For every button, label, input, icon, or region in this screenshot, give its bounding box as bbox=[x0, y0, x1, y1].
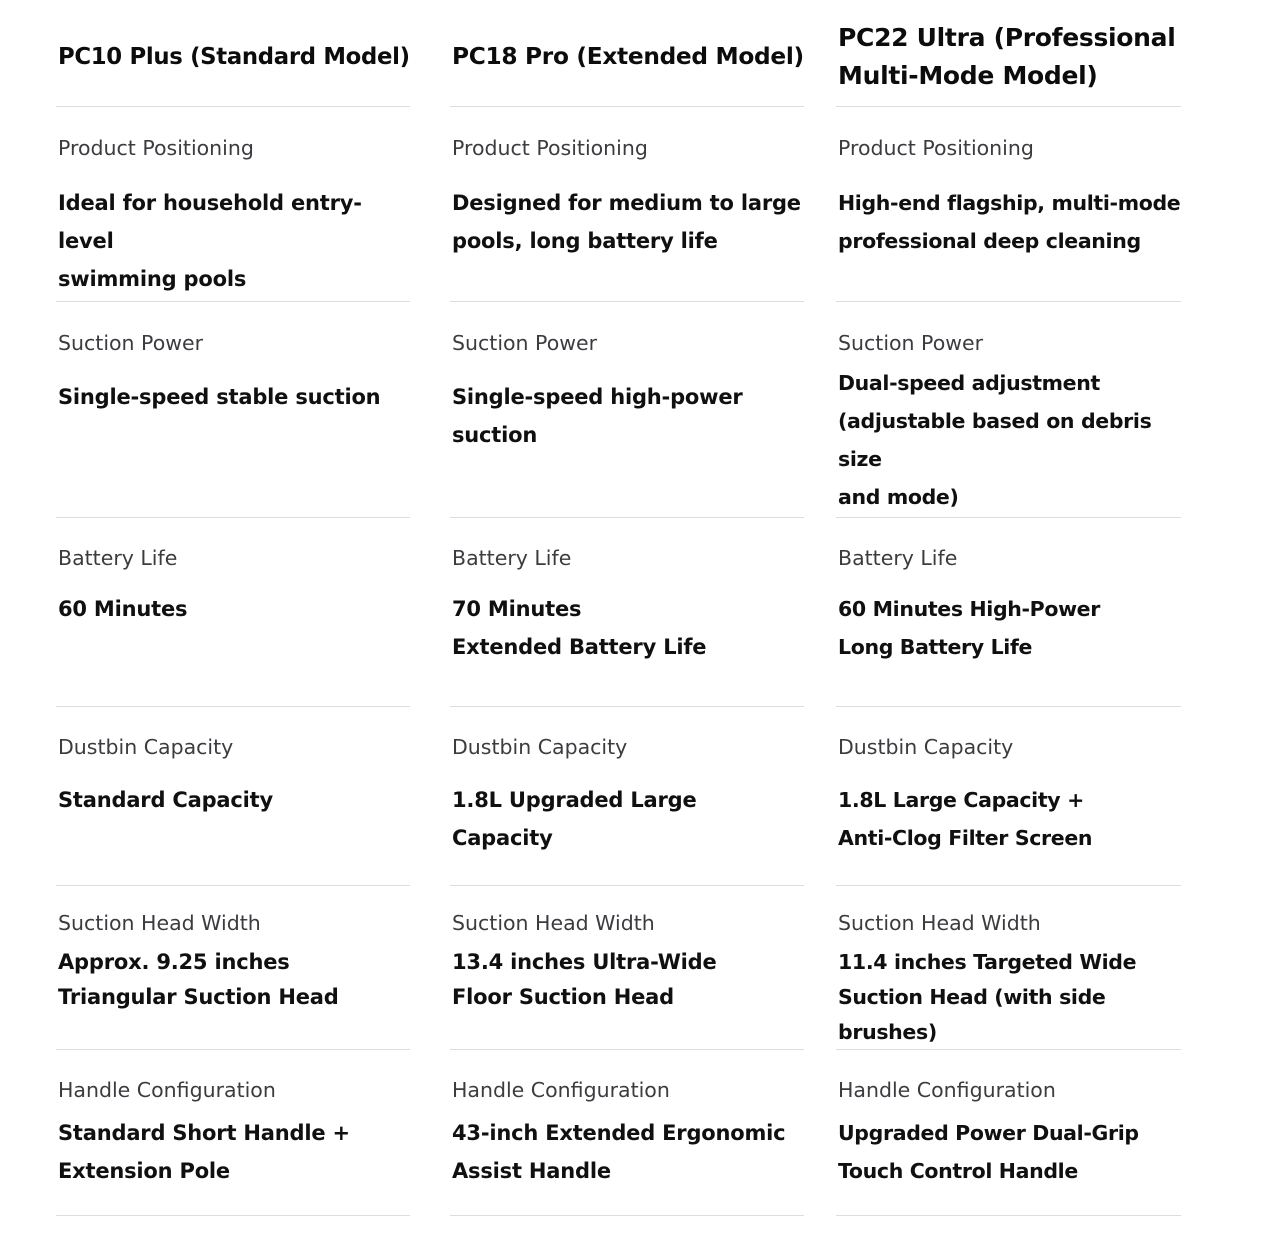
spec-value-handle-configuration: 43-inch Extended Ergonomic Assist Handle bbox=[452, 1121, 786, 1183]
divider bbox=[56, 885, 410, 886]
spec-label-suction-head-width: Suction Head Width bbox=[452, 911, 655, 935]
spec-value-battery-life: 60 Minutes High-Power Long Battery Life bbox=[838, 597, 1100, 659]
spec-value-suction-power: Single-speed high-power suction bbox=[452, 385, 743, 447]
divider bbox=[836, 885, 1181, 886]
spec-label-battery-life: Battery Life bbox=[58, 546, 178, 570]
divider bbox=[836, 517, 1181, 518]
divider bbox=[450, 517, 804, 518]
divider bbox=[450, 885, 804, 886]
model-title: PC10 Plus (Standard Model) bbox=[58, 44, 410, 70]
spec-value-handle-configuration: Upgraded Power Dual-Grip Touch Control Handle bbox=[838, 1121, 1139, 1183]
divider bbox=[56, 706, 410, 707]
spec-label-product-positioning: Product Positioning bbox=[452, 136, 648, 160]
spec-label-battery-life: Battery Life bbox=[452, 546, 572, 570]
spec-label-handle-configuration: Handle Configuration bbox=[452, 1078, 670, 1102]
divider bbox=[836, 1049, 1181, 1050]
spec-label-suction-head-width: Suction Head Width bbox=[838, 911, 1041, 935]
spec-label-dustbin-capacity: Dustbin Capacity bbox=[452, 735, 628, 759]
spec-label-product-positioning: Product Positioning bbox=[838, 136, 1034, 160]
spec-label-suction-power: Suction Power bbox=[452, 331, 598, 355]
spec-label-handle-configuration: Handle Configuration bbox=[58, 1078, 276, 1102]
divider bbox=[836, 301, 1181, 302]
divider bbox=[836, 1215, 1181, 1216]
spec-label-dustbin-capacity: Dustbin Capacity bbox=[838, 735, 1014, 759]
divider bbox=[56, 1215, 410, 1216]
spec-label-product-positioning: Product Positioning bbox=[58, 136, 254, 160]
divider bbox=[450, 1215, 804, 1216]
divider bbox=[450, 1049, 804, 1050]
spec-label-suction-head-width: Suction Head Width bbox=[58, 911, 261, 935]
spec-value-suction-power: Dual-speed adjustment (adjustable based on debris size and mode) bbox=[838, 371, 1152, 509]
divider bbox=[56, 301, 410, 302]
spec-value-suction-head-width: 13.4 inches Ultra-Wide Floor Suction Head bbox=[452, 950, 717, 1009]
spec-value-suction-head-width: Approx. 9.25 inches Triangular Suction Head bbox=[58, 950, 339, 1009]
spec-value-battery-life: 60 Minutes bbox=[58, 597, 188, 621]
model-column-pc22-ultra bbox=[836, 0, 1181, 1237]
spec-value-product-positioning: Ideal for household entry-level swimming pools bbox=[58, 191, 362, 291]
divider bbox=[836, 706, 1181, 707]
divider bbox=[450, 301, 804, 302]
spec-value-product-positioning: High-end flagship, multi-mode professional deep cleaning bbox=[838, 191, 1181, 253]
spec-value-handle-configuration: Standard Short Handle + Extension Pole bbox=[58, 1121, 350, 1183]
spec-label-suction-power: Suction Power bbox=[838, 331, 984, 355]
divider bbox=[450, 706, 804, 707]
spec-label-dustbin-capacity: Dustbin Capacity bbox=[58, 735, 234, 759]
divider bbox=[450, 106, 804, 107]
divider bbox=[836, 106, 1181, 107]
spec-value-suction-head-width: 11.4 inches Targeted Wide Suction Head (with side brushes) bbox=[838, 950, 1137, 1044]
spec-label-suction-power: Suction Power bbox=[58, 331, 204, 355]
model-title: PC22 Ultra (Professional Multi-Mode Model) bbox=[838, 23, 1176, 90]
model-column-pc10-plus bbox=[56, 0, 410, 1237]
spec-value-battery-life: 70 Minutes Extended Battery Life bbox=[452, 597, 707, 659]
divider bbox=[56, 106, 410, 107]
spec-value-dustbin-capacity: 1.8L Large Capacity + Anti-Clog Filter Screen bbox=[838, 788, 1093, 850]
model-column-pc18-pro bbox=[450, 0, 804, 1237]
model-title: PC18 Pro (Extended Model) bbox=[452, 43, 804, 70]
divider bbox=[56, 1049, 410, 1050]
spec-label-battery-life: Battery Life bbox=[838, 546, 958, 570]
spec-label-handle-configuration: Handle Configuration bbox=[838, 1078, 1056, 1102]
spec-value-dustbin-capacity: Standard Capacity bbox=[58, 788, 273, 812]
spec-value-suction-power: Single-speed stable suction bbox=[58, 385, 381, 409]
divider bbox=[56, 517, 410, 518]
spec-value-dustbin-capacity: 1.8L Upgraded Large Capacity bbox=[452, 788, 697, 850]
spec-value-product-positioning: Designed for medium to large pools, long battery life bbox=[452, 191, 801, 253]
